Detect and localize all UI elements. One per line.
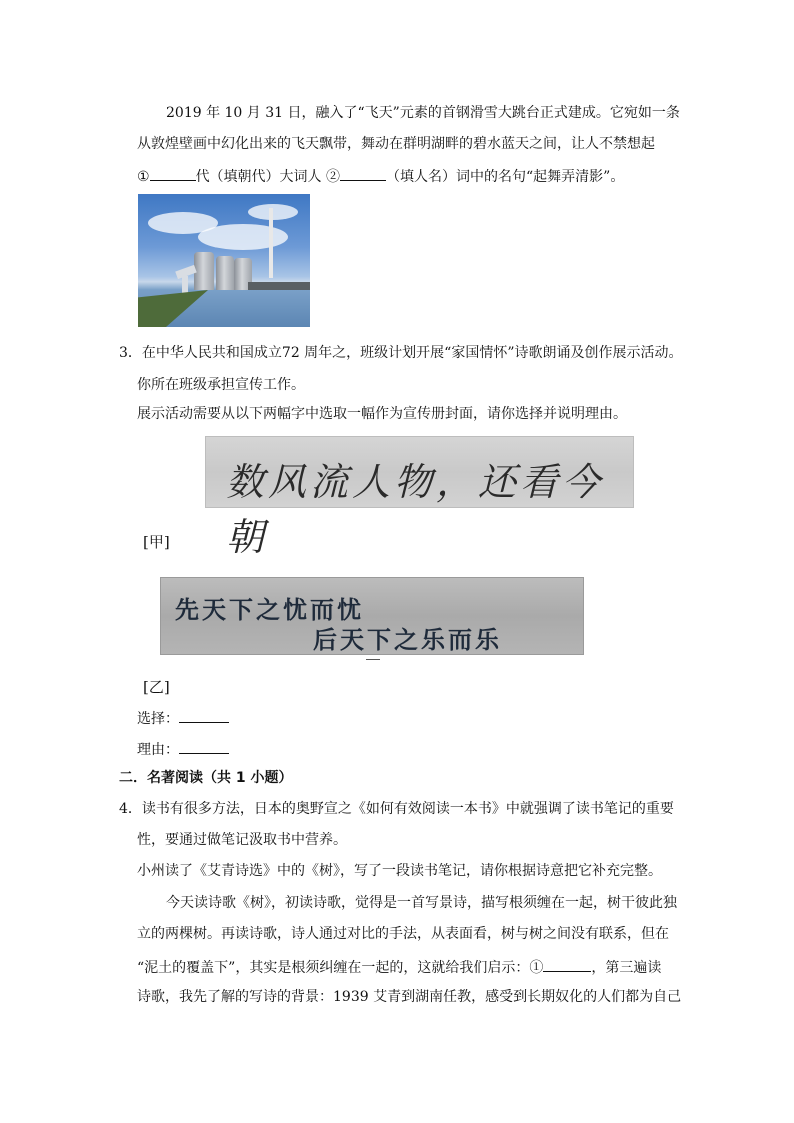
blank-2-marker: ②: [326, 169, 341, 185]
q3-text-1: 在中华人民共和国成立72 周年之，班级计划开展“家国情怀”诗歌朗诵及创作展示活动。: [141, 345, 683, 361]
divider-dash: [366, 659, 380, 660]
calligraphy-a-text: 数风流人物，还看今朝: [226, 460, 605, 559]
section-heading: 二．名著阅读（共 1 小题）: [119, 770, 293, 786]
q4-line-2: 性，要通过做笔记汲取书中营养。: [137, 832, 347, 848]
answer-blank-q4-1[interactable]: [543, 957, 591, 972]
label-a: [甲]: [143, 533, 170, 551]
q3-line-2: 你所在班级承担宣传工作。: [137, 377, 305, 393]
calligraphy-b-line-1: 先天下之忧而忧: [175, 596, 364, 624]
q3-line-3: 展示活动需要从以下两幅字中选取一幅作为宣传册封面，请你选择并说明理由。: [137, 406, 627, 422]
q4-text-1: 读书有很多方法，日本的奥野宣之《如何有效阅读一本书》中就强调了读书笔记的重要: [141, 801, 674, 817]
q2-line-3-text-b: （填人名）词中的名句“起舞弄清影”。: [386, 169, 625, 185]
q4-para-3-text-a: “泥土的覆盖下”，其实是根须纠缠在一起的，这就给我们启示：①: [137, 960, 544, 976]
q4-para-2: 立的两棵树。再读诗歌，诗人通过对比的手法，从表面看，树与树之间没有联系，但在: [137, 926, 669, 942]
q4-line-1: [119, 800, 674, 818]
reason-blank[interactable]: [179, 739, 229, 754]
blank-1-marker: ①: [137, 169, 150, 185]
ski-jump-photo: [138, 194, 310, 327]
choice-line: [137, 708, 229, 728]
q4-para-4: 诗歌，我先了解的写诗的背景：1939 艾青到湖南任教，感受到长期奴化的人们都为自己: [137, 989, 682, 1005]
calligraphy-b-line-2: 后天下之乐而乐: [313, 626, 502, 654]
q4-line-3: 小州读了《艾青诗选》中的《树》，写了一段读书笔记，请你根据诗意把它补充完整。: [137, 863, 662, 879]
q2-line-1: 2019 年 10 月 31 日，融入了“飞天”元素的首钢滑雪大跳台正式建成。它宛如一条: [166, 105, 680, 121]
q3-number: 3．: [119, 345, 142, 361]
q3-line-1: [119, 344, 683, 362]
q4-para-3-text-b: ，第三遍读: [591, 960, 662, 976]
choice-label: 选择：: [137, 711, 179, 727]
answer-blank-1[interactable]: [150, 166, 196, 181]
label-b: [乙]: [143, 678, 170, 696]
choice-blank[interactable]: [179, 708, 229, 723]
reason-line: [137, 739, 229, 759]
q4-number: 4．: [119, 801, 142, 817]
q4-para-3: [137, 957, 661, 977]
reason-label: 理由：: [137, 742, 179, 758]
q2-line-3-text-a: 代（填朝代）大词人: [195, 169, 322, 185]
answer-blank-2[interactable]: [340, 166, 386, 181]
q4-para-1: 今天读诗歌《树》，初读诗歌，觉得是一首写景诗，描写根须缠在一起，树干彼此独: [166, 895, 677, 911]
q2-line-2: 从敦煌壁画中幻化出来的飞天飘带，舞动在群明湖畔的碧水蓝天之间，让人不禁想起: [137, 136, 655, 152]
q2-line-3: [137, 166, 624, 186]
calligraphy-b-image: [160, 577, 584, 655]
calligraphy-a-image: [205, 436, 634, 559]
